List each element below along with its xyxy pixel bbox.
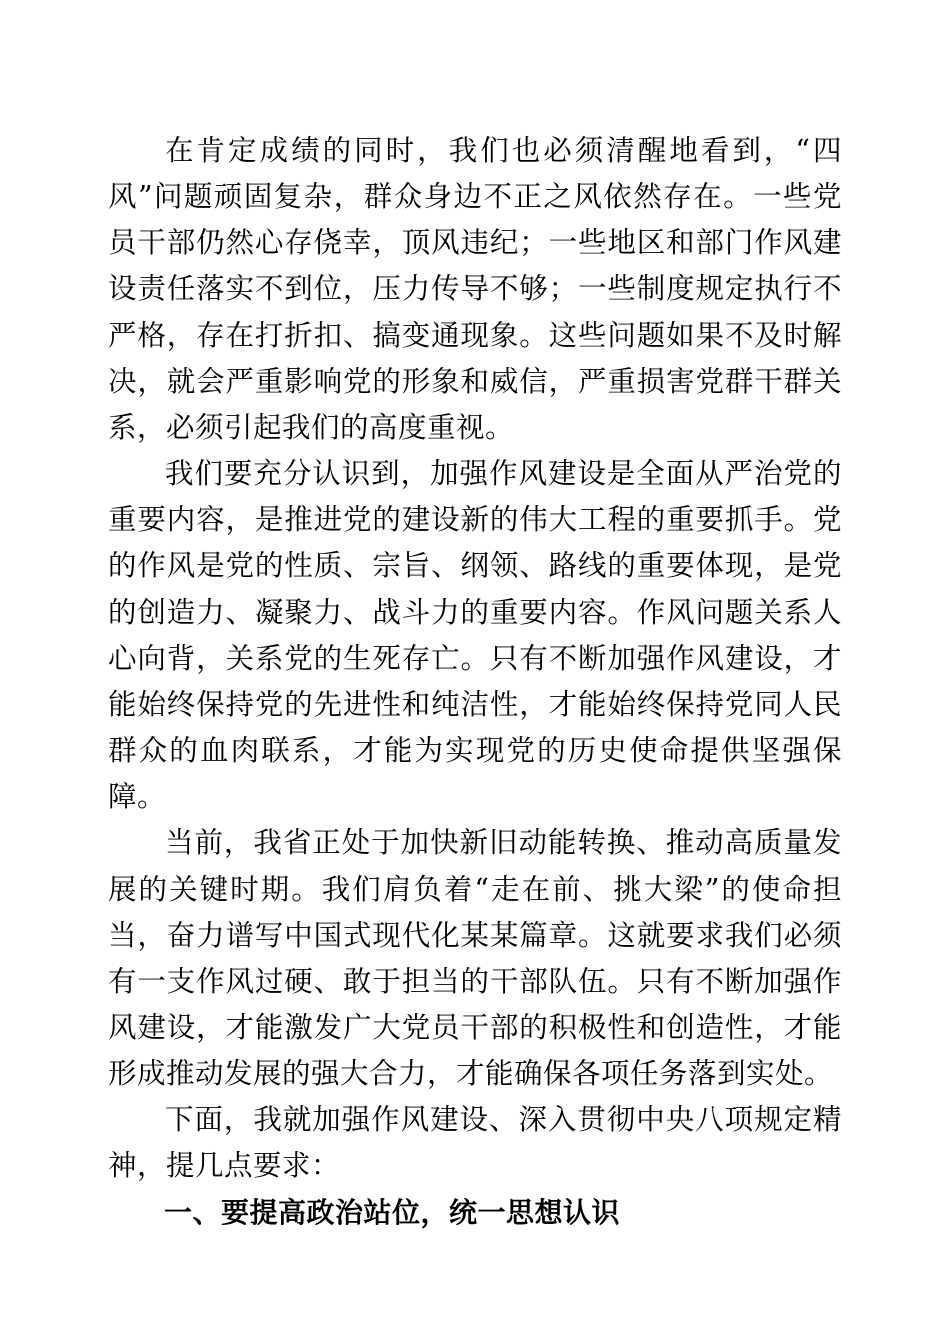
- paragraph-2: 我们要充分认识到，加强作风建设是全面从严治党的重要内容，是推进党的建设新的伟大工程的重要抓手。党的作风是党的性质、宗旨、纲领、路线的重要体现，是党的创造力、凝聚力、战斗力的重要内容。作风问题关系人心向背，关系党的生死存亡。只有不断加强作风建设，才能始终保持党的先进性和纯洁性，才能始终保持党同人民群众的血肉联系，才能为实现党的历史使命提供坚强保障。: [108, 457, 842, 814]
- paragraph-3: 当前，我省正处于加快新旧动能转换、推动高质量发展的关键时期。我们肩负着“走在前、挑大梁”的使命担当，奋力谱写中国式现代化某某篇章。这就要求我们必须有一支作风过硬、敢于担当的干部队伍。只有不断加强作风建设，才能激发广大党员干部的积极性和创造性，才能形成推动发展的强大合力，才能确保各项任务落到实处。: [108, 826, 842, 1091]
- paragraph-1: 在肯定成绩的同时，我们也必须清醒地看到，“四风”问题顽固复杂，群众身边不正之风依然存在。一些党员干部仍然心存侥幸，顶风违纪；一些地区和部门作风建设责任落实不到位，压力传导不够；一些制度规定执行不严格，存在打折扣、搞变通现象。这些问题如果不及时解决，就会严重影响党的形象和威信，严重损害党群干群关系，必须引起我们的高度重视。: [108, 134, 842, 444]
- paragraph-4: 下面，我就加强作风建设、深入贯彻中央八项规定精神，提几点要求：: [108, 1103, 842, 1183]
- section-heading-1: 一、要提高政治站位，统一思想认识: [164, 1195, 621, 1229]
- document-body: [108, 128, 842, 1235]
